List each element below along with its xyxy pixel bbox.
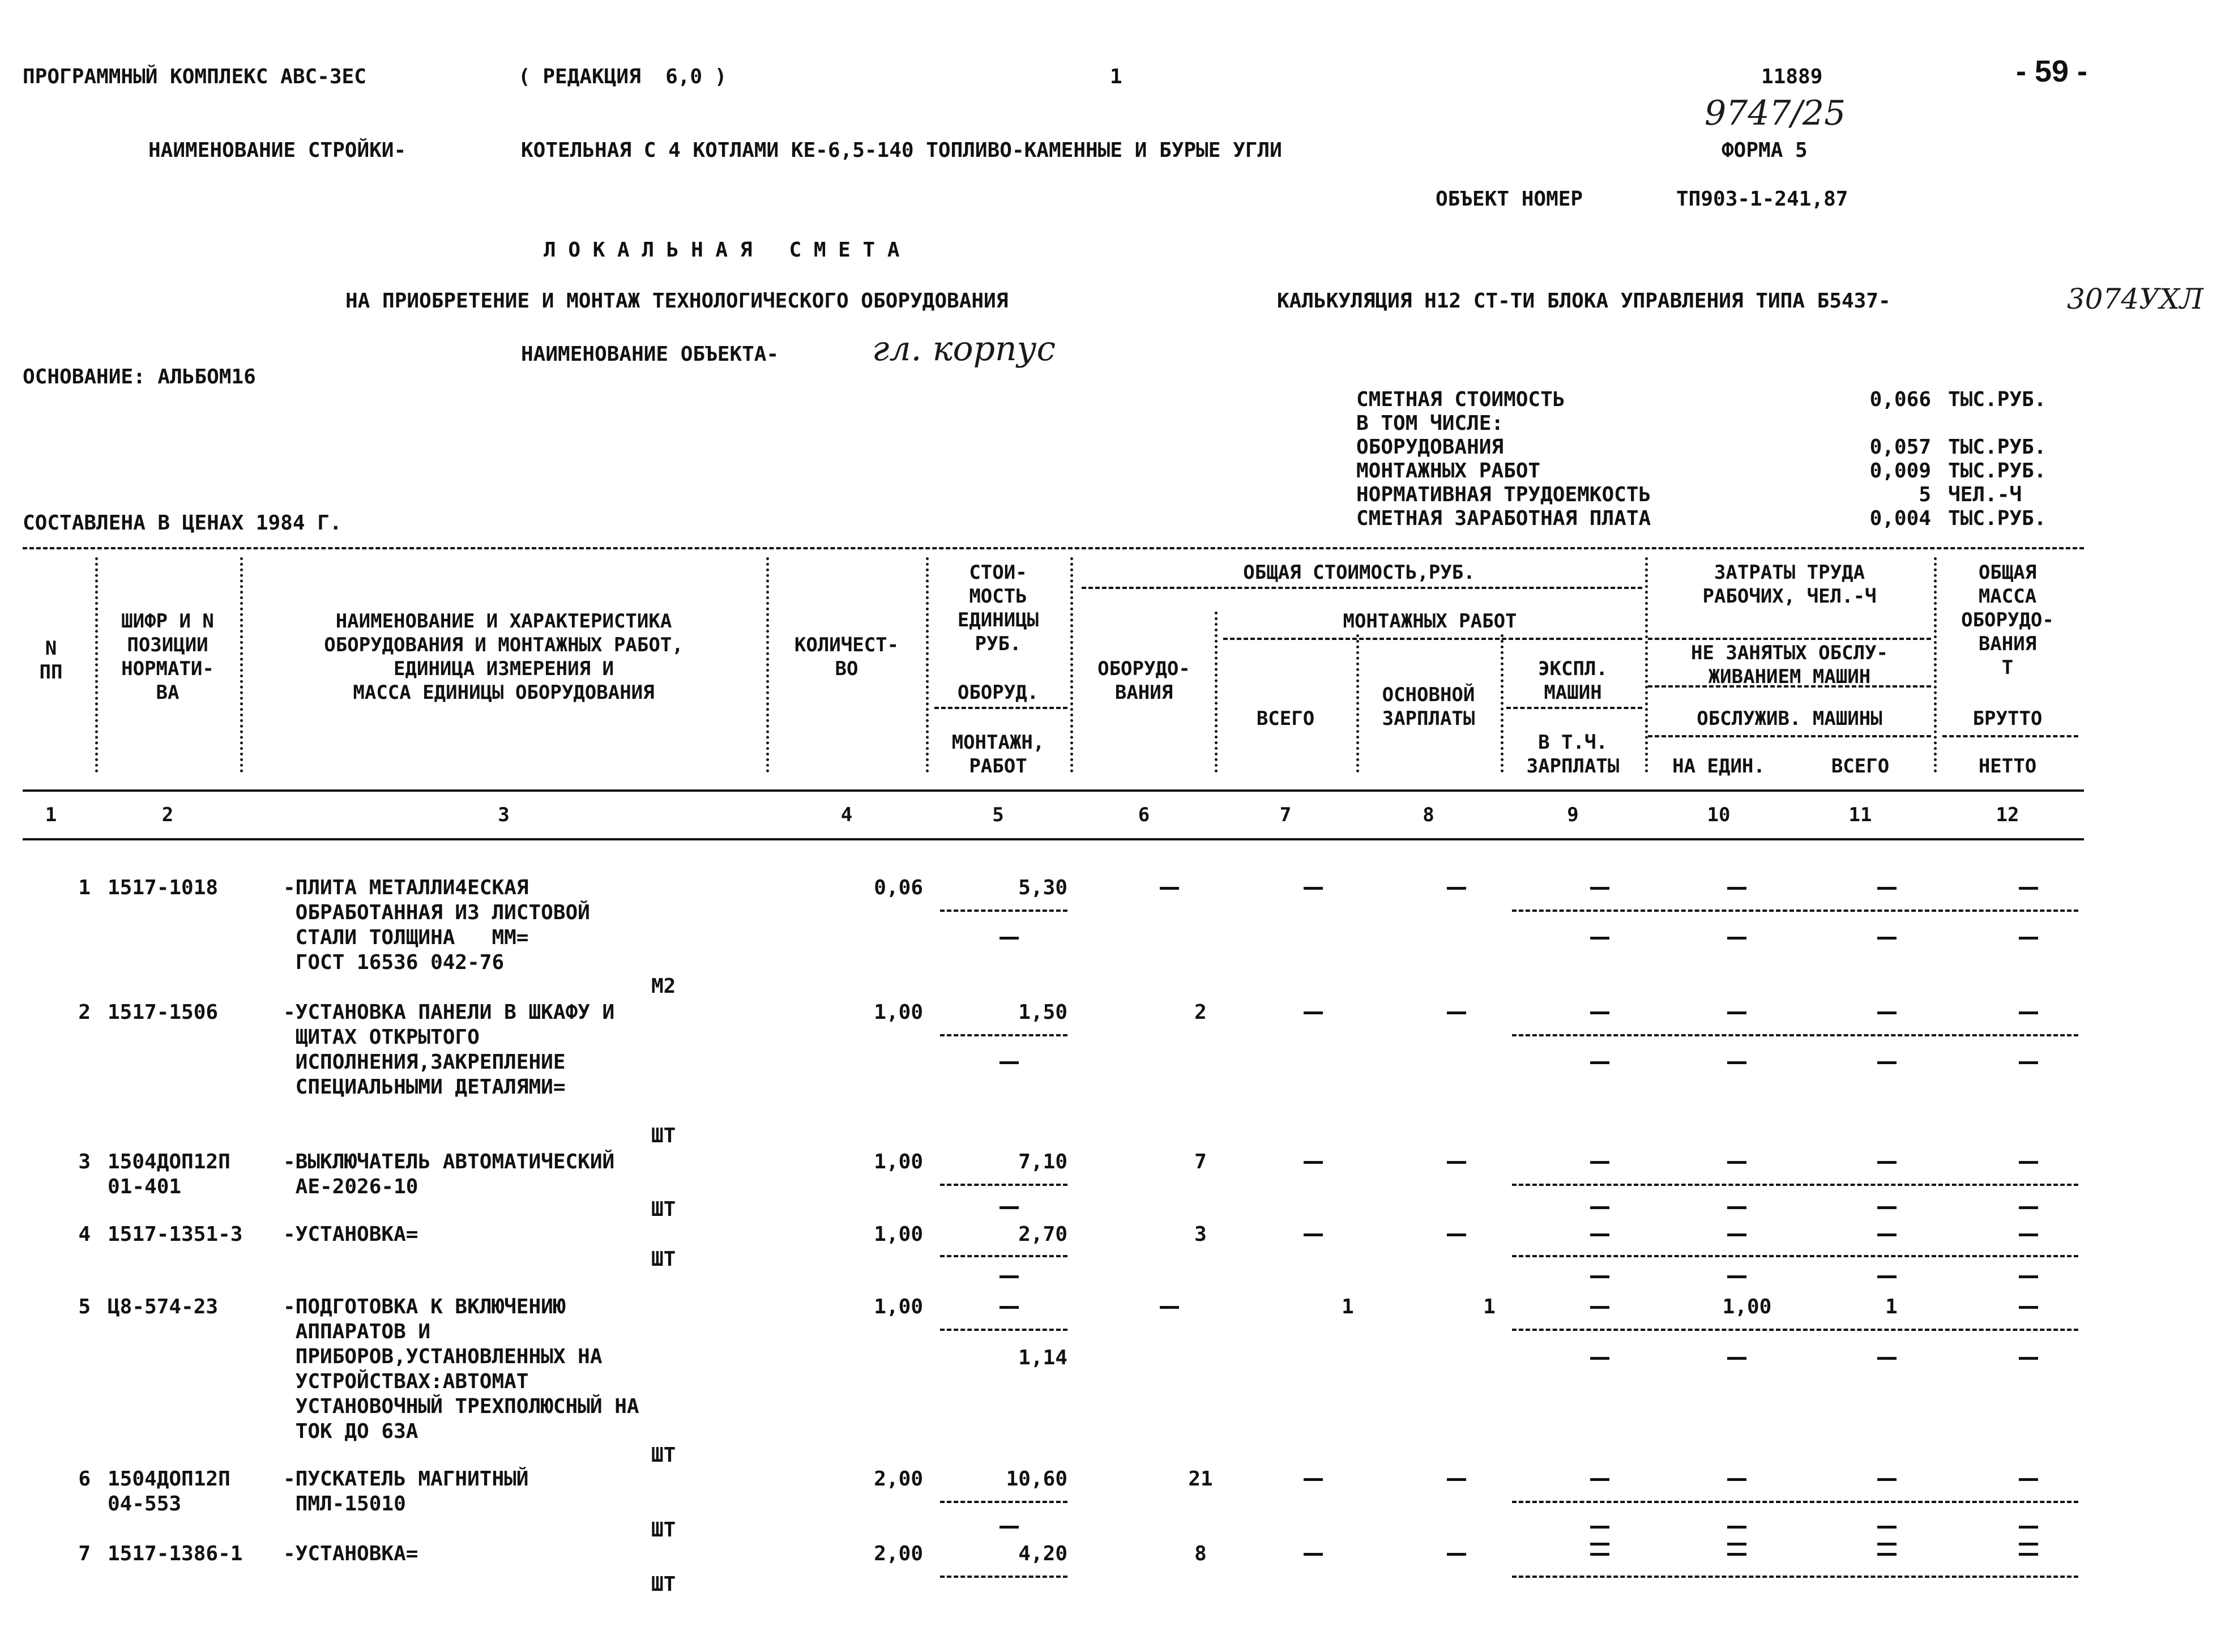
row-description: -ПУСКАТЕЛЬ МАГНИТНЫЙ ПМЛ-15010: [283, 1467, 529, 1516]
row-price-mounting: [1000, 1206, 1019, 1209]
program-name: ПРОГРАММНЫЙ КОМПЛЕКС АВС-3ЕС: [23, 65, 366, 88]
summary-unit: ТЫС.РУБ.: [1948, 459, 2047, 483]
row-dash: [1727, 937, 1746, 940]
group-header-total-cost: ОБЩАЯ СТОИМОСТЬ,РУБ.: [1243, 561, 1475, 584]
row-code: 1517-1351-3: [108, 1223, 243, 1246]
row-underline: [1512, 1329, 2078, 1331]
row-total: [1304, 1478, 1323, 1481]
row-equipment-cost: [1160, 887, 1179, 890]
group-header-mounting: МОНТАЖНЫХ РАБОТ: [1343, 610, 1517, 633]
row-machines: [1590, 1478, 1609, 1481]
calculation-handwritten: 3074УХЛ: [2067, 283, 2203, 315]
row-price-equipment: 2,70: [1018, 1223, 1067, 1246]
row-code: 1504ДОП12П 04-553: [108, 1467, 230, 1516]
document-code: 11889: [1761, 65, 1823, 88]
row-mass: [2019, 1011, 2038, 1014]
row-dash: [2019, 1526, 2038, 1529]
row-machines: [1590, 1306, 1609, 1309]
row-total: 1: [1342, 1295, 1354, 1318]
row-base-salary: 1: [1483, 1295, 1496, 1318]
summary-value: 0,066: [1869, 388, 1931, 411]
summary-label: МОНТАЖНЫХ РАБОТ: [1356, 459, 1541, 483]
row-dash: [1590, 1275, 1609, 1278]
col-separator: [1215, 612, 1218, 772]
row-price-equipment: 1,50: [1018, 1001, 1067, 1024]
row-labor-total: [1877, 1553, 1897, 1556]
col-header-5: СТОИ- МОСТЬ ЕДИНИЦЫ РУБ.: [957, 561, 1039, 655]
row-unit: ШТ: [651, 1573, 676, 1596]
col-header-4: КОЛИЧЕСТ- ВО: [794, 634, 899, 680]
group-header-labor: ЗАТРАТЫ ТРУДА РАБОЧИХ, ЧЕЛ.-Ч: [1702, 561, 1877, 608]
row-description: -УСТАНОВКА=: [283, 1223, 418, 1246]
column-number: 7: [1279, 804, 1292, 826]
row-number: 2: [78, 1001, 91, 1024]
subrule: [1223, 638, 1642, 640]
row-base-salary: [1447, 1011, 1466, 1014]
col-separator: [95, 557, 98, 772]
col-header-7: ВСЕГО: [1256, 707, 1315, 730]
summary-label: В ТОМ ЧИСЛЕ:: [1356, 412, 1504, 435]
col-separator: [766, 557, 769, 772]
row-price-equipment: 10,60: [1006, 1467, 1067, 1491]
row-dash: [2019, 937, 2038, 940]
row-machines: [1590, 1553, 1609, 1556]
row-quantity: 2,00: [874, 1467, 923, 1491]
column-number: 10: [1707, 804, 1731, 826]
row-price-equipment: 4,20: [1018, 1542, 1067, 1565]
row-price-mounting: [1000, 1061, 1019, 1064]
row-underline: [1512, 1034, 2078, 1036]
row-equipment-cost: 8: [1194, 1542, 1207, 1565]
col-header-2: ШИФР И N ПОЗИЦИИ НОРМАТИ- ВА: [121, 610, 214, 704]
edition: ( РЕДАКЦИЯ 6,0 ): [518, 65, 727, 88]
handwritten-code: 9747/25: [1705, 93, 1846, 133]
col-header-9-machines: ЭКСПЛ. МАШИН: [1538, 658, 1608, 704]
summary-unit: ТЫС.РУБ.: [1948, 507, 2047, 530]
row-description: -ПОДГОТОВКА К ВКЛЮЧЕНИЮ АППАРАТОВ И ПРИБОРОВ,УСТАНОВЛЕННЫХ НА УСТРОЙСТВАХ:АВТОМАТ УСТАНОВОЧНЫЙ ТРЕХПОЛЮСНЫЙ НА ТОК ДО 63А: [283, 1295, 639, 1443]
row-underline: [1512, 1576, 2078, 1578]
row-base-salary: [1447, 1553, 1466, 1556]
row-underline: [940, 1501, 1067, 1503]
row-labor-unit: [1727, 1161, 1746, 1164]
row-price-equipment: [1000, 1306, 1019, 1309]
row-machines: [1590, 1233, 1609, 1236]
row-dash: [1590, 1206, 1609, 1209]
row-base-salary: [1447, 887, 1466, 890]
row-total: [1304, 1553, 1323, 1556]
calculation-line: КАЛЬКУЛЯЦИЯ Н12 СТ-ТИ БЛОКА УПРАВЛЕНИЯ ТИПА Б5437-: [1277, 289, 1891, 313]
row-labor-total: [1877, 1233, 1897, 1236]
document-title: Л О К А Л Ь Н А Я С М Е Т А: [544, 238, 900, 262]
col-header-10: НА ЕДИН.: [1672, 755, 1765, 778]
summary-unit: ТЫС.РУБ.: [1948, 436, 2047, 459]
row-underline: [1512, 1501, 2078, 1503]
subrule: [1082, 587, 1642, 589]
column-number: 11: [1848, 804, 1872, 826]
row-labor-total: 1: [1885, 1295, 1898, 1318]
col-header-6: ОБОРУДО- ВАНИЯ: [1097, 658, 1190, 704]
row-description: -УСТАНОВКА ПАНЕЛИ В ШКАФУ И ЩИТАХ ОТКРЫТОГО ИСПОЛНЕНИЯ,ЗАКРЕПЛЕНИЕ СПЕЦИАЛЬНЫМИ ДЕТАЛЯМИ=: [283, 1001, 615, 1099]
col-header-11: ВСЕГО: [1831, 755, 1890, 778]
col-header-12: ОБЩАЯ МАССА ОБОРУДО- ВАНИЯ Т: [1961, 561, 2054, 679]
row-equipment-cost: 7: [1194, 1150, 1207, 1173]
header-rule: [23, 789, 2084, 792]
row-dash: [1727, 1543, 1746, 1546]
row-price-mounting: [1000, 1526, 1019, 1529]
row-equipment-cost: 3: [1194, 1223, 1207, 1246]
column-number: 5: [992, 804, 1004, 826]
summary-unit: ЧЕЛ.-Ч: [1948, 483, 2022, 506]
row-dash: [1727, 1061, 1746, 1064]
row-underline: [1512, 1255, 2078, 1257]
summary-label: СМЕТНАЯ ЗАРАБОТНАЯ ПЛАТА: [1356, 507, 1651, 530]
row-total: [1304, 887, 1323, 890]
row-price-mounting: [1000, 937, 1019, 940]
row-quantity: 1,00: [874, 1223, 923, 1246]
row-labor-unit: [1727, 887, 1746, 890]
row-equipment-cost: 21: [1188, 1467, 1213, 1491]
column-number: 9: [1567, 804, 1579, 826]
row-code: 1517-1018: [108, 876, 219, 899]
row-labor-total: [1877, 1011, 1897, 1014]
row-number: 7: [78, 1542, 91, 1565]
row-total: [1304, 1161, 1323, 1164]
summary-value: 0,057: [1869, 436, 1931, 459]
row-code: Ц8-574-23: [108, 1295, 219, 1318]
row-unit: ШТ: [651, 1444, 676, 1467]
row-description: -УСТАНОВКА=: [283, 1542, 418, 1565]
col-header-5-equipment: ОБОРУД.: [957, 681, 1039, 704]
subrule: [1648, 735, 1931, 737]
header-rule: [23, 838, 2084, 840]
row-labor-unit: [1727, 1011, 1746, 1014]
row-dash: [1877, 1275, 1897, 1278]
column-number: 1: [45, 804, 57, 826]
row-dash: [1590, 1543, 1609, 1546]
col-header-3: НАИМЕНОВАНИЕ И ХАРАКТЕРИСТИКА ОБОРУДОВАНИЯ И МОНТАЖНЫХ РАБОТ, ЕДИНИЦА ИЗМЕРЕНИЯ И МАССА ЕДИНИЦЫ ОБОРУДОВАНИЯ: [324, 610, 684, 704]
col-separator: [1070, 557, 1073, 772]
header-top-rule: [23, 547, 2084, 549]
row-labor-total: [1877, 1161, 1897, 1164]
summary-unit: ТЫС.РУБ.: [1948, 388, 2047, 411]
column-number: 6: [1138, 804, 1150, 826]
row-labor-unit: [1727, 1478, 1746, 1481]
row-dash: [1590, 1061, 1609, 1064]
row-unit: М2: [651, 975, 676, 998]
col-header-1: N ПП: [39, 637, 63, 684]
row-mass: [2019, 1306, 2038, 1309]
subrule: [1648, 638, 1931, 640]
row-labor-unit: 1,00: [1722, 1295, 1772, 1318]
object-number-label: ОБЪЕКТ НОМЕР: [1436, 187, 1583, 211]
row-dash: [1727, 1357, 1746, 1360]
row-underline: [940, 910, 1067, 912]
object-name-label: НАИМЕНОВАНИЕ ОБЪЕКТА-: [521, 343, 779, 366]
object-name-handwritten: гл. корпус: [872, 329, 1056, 369]
form-label: ФОРМА 5: [1722, 139, 1808, 162]
construction-name: КОТЕЛЬНАЯ С 4 КОТЛАМИ КЕ-6,5-140 ТОПЛИВО-КАМЕННЫЕ И БУРЫЕ УГЛИ: [521, 139, 1282, 162]
row-number: 1: [78, 876, 91, 899]
row-base-salary: [1447, 1478, 1466, 1481]
row-mass: [2019, 1553, 2038, 1556]
row-underline: [940, 1184, 1067, 1186]
row-underline: [940, 1034, 1067, 1036]
row-underline: [1512, 1184, 2078, 1186]
row-dash: [1590, 937, 1609, 940]
row-unit: ШТ: [651, 1248, 676, 1271]
row-dash: [1877, 1061, 1897, 1064]
subrule: [1942, 735, 2078, 737]
row-code: 1517-1506: [108, 1001, 219, 1024]
row-unit: ШТ: [651, 1198, 676, 1221]
column-number: 3: [498, 804, 510, 826]
row-quantity: 1,00: [874, 1295, 923, 1318]
row-underline: [940, 1329, 1067, 1331]
row-number: 5: [78, 1295, 91, 1318]
row-machines: [1590, 1161, 1609, 1164]
column-number: 12: [1996, 804, 2019, 826]
sheet-number: 1: [1110, 65, 1122, 88]
row-labor-unit: [1727, 1233, 1746, 1236]
price-level: СОСТАВЛЕНА В ЦЕНАХ 1984 Г.: [23, 511, 342, 535]
row-number: 3: [78, 1150, 91, 1173]
row-price-mounting: [1000, 1275, 1019, 1278]
row-description: -ПЛИТА МЕТАЛЛИ4ЕСКАЯ ОБРАБОТАННАЯ ИЗ ЛИСТОВОЙ СТАЛИ ТОЛЩИНА ММ= ГОСТ 16536 042-76: [283, 876, 590, 974]
row-equipment-cost: [1160, 1306, 1179, 1309]
basis: ОСНОВАНИЕ: АЛЬБОМ16: [23, 365, 256, 389]
row-quantity: 1,00: [874, 1150, 923, 1173]
col-header-8: ОСНОВНОЙ ЗАРПЛАТЫ: [1382, 684, 1475, 730]
row-labor-total: [1877, 1478, 1897, 1481]
col-header-12-netto: НЕТТО: [1978, 755, 2037, 778]
row-price-equipment: 7,10: [1018, 1150, 1067, 1173]
row-machines: [1590, 1011, 1609, 1014]
row-equipment-cost: 2: [1194, 1001, 1207, 1024]
summary-value: 5: [1919, 483, 1931, 506]
row-base-salary: [1447, 1233, 1466, 1236]
row-underline: [1512, 910, 2078, 912]
row-dash: [2019, 1275, 2038, 1278]
row-unit: ШТ: [651, 1518, 676, 1542]
row-dash: [2019, 1357, 2038, 1360]
row-mass: [2019, 1161, 2038, 1164]
row-labor-total: [1877, 887, 1897, 890]
col-header-9-salary: В Т.Ч. ЗАРПЛАТЫ: [1526, 731, 1620, 778]
row-price-equipment: 5,30: [1018, 876, 1067, 899]
row-description: -ВЫКЛЮЧАТЕЛЬ АВТОМАТИЧЕСКИЙ АЕ-2026-10: [283, 1150, 615, 1198]
row-dash: [1590, 1357, 1609, 1360]
row-dash: [1877, 937, 1897, 940]
subrule: [934, 707, 1067, 709]
summary-label: СМЕТНАЯ СТОИМОСТЬ: [1356, 388, 1565, 411]
row-quantity: 2,00: [874, 1542, 923, 1565]
column-number: 8: [1423, 804, 1434, 826]
row-dash: [1727, 1526, 1746, 1529]
row-underline: [940, 1255, 1067, 1257]
row-dash: [1877, 1357, 1897, 1360]
row-dash: [1727, 1206, 1746, 1209]
summary-label: ОБОРУДОВАНИЯ: [1356, 436, 1504, 459]
object-number: ТП903-1-241,87: [1676, 187, 1848, 211]
document-subtitle: НА ПРИОБРЕТЕНИЕ И МОНТАЖ ТЕХНОЛОГИЧЕСКОГО ОБОРУДОВАНИЯ: [345, 289, 1009, 313]
row-unit: ШТ: [651, 1124, 676, 1147]
row-code: 1517-1386-1: [108, 1542, 243, 1565]
summary-value: 0,004: [1869, 507, 1931, 530]
row-code: 1504ДОП12П 01-401: [108, 1150, 230, 1198]
row-number: 4: [78, 1223, 91, 1246]
col-header-12-brutto: БРУТТО: [1972, 707, 2043, 730]
row-price-mounting: 1,14: [1018, 1346, 1067, 1369]
row-dash: [2019, 1543, 2038, 1546]
subrule: [1506, 707, 1642, 709]
construction-label: НАИМЕНОВАНИЕ СТРОЙКИ-: [148, 139, 407, 162]
row-number: 6: [78, 1467, 91, 1491]
row-mass: [2019, 887, 2038, 890]
row-base-salary: [1447, 1161, 1466, 1164]
summary-label: НОРМАТИВНАЯ ТРУДОЕМКОСТЬ: [1356, 483, 1651, 506]
col-header-5-mounting: МОНТАЖН, РАБОТ: [951, 731, 1045, 778]
row-labor-unit: [1727, 1553, 1746, 1556]
row-mass: [2019, 1233, 2038, 1236]
row-quantity: 1,00: [874, 1001, 923, 1024]
row-machines: [1590, 887, 1609, 890]
col-separator: [240, 557, 243, 772]
row-dash: [2019, 1206, 2038, 1209]
page-number: - 59 -: [2016, 54, 2088, 88]
col-header-labor-not-machines: НЕ ЗАНЯТЫХ ОБСЛУ- ЖИВАНИЕМ МАШИН: [1691, 642, 1888, 688]
row-dash: [1590, 1526, 1609, 1529]
column-number: 2: [161, 804, 174, 826]
summary-value: 0,009: [1869, 459, 1931, 483]
row-underline: [940, 1576, 1067, 1578]
row-dash: [1877, 1526, 1897, 1529]
row-dash: [1727, 1275, 1746, 1278]
row-total: [1304, 1233, 1323, 1236]
row-dash: [2019, 1061, 2038, 1064]
row-quantity: 0,06: [874, 876, 923, 899]
column-number: 4: [840, 804, 853, 826]
row-total: [1304, 1011, 1323, 1014]
row-mass: [2019, 1478, 2038, 1481]
row-dash: [1877, 1543, 1897, 1546]
row-dash: [1877, 1206, 1897, 1209]
col-header-labor-machines: ОБСЛУЖИВ. МАШИНЫ: [1697, 707, 1882, 730]
